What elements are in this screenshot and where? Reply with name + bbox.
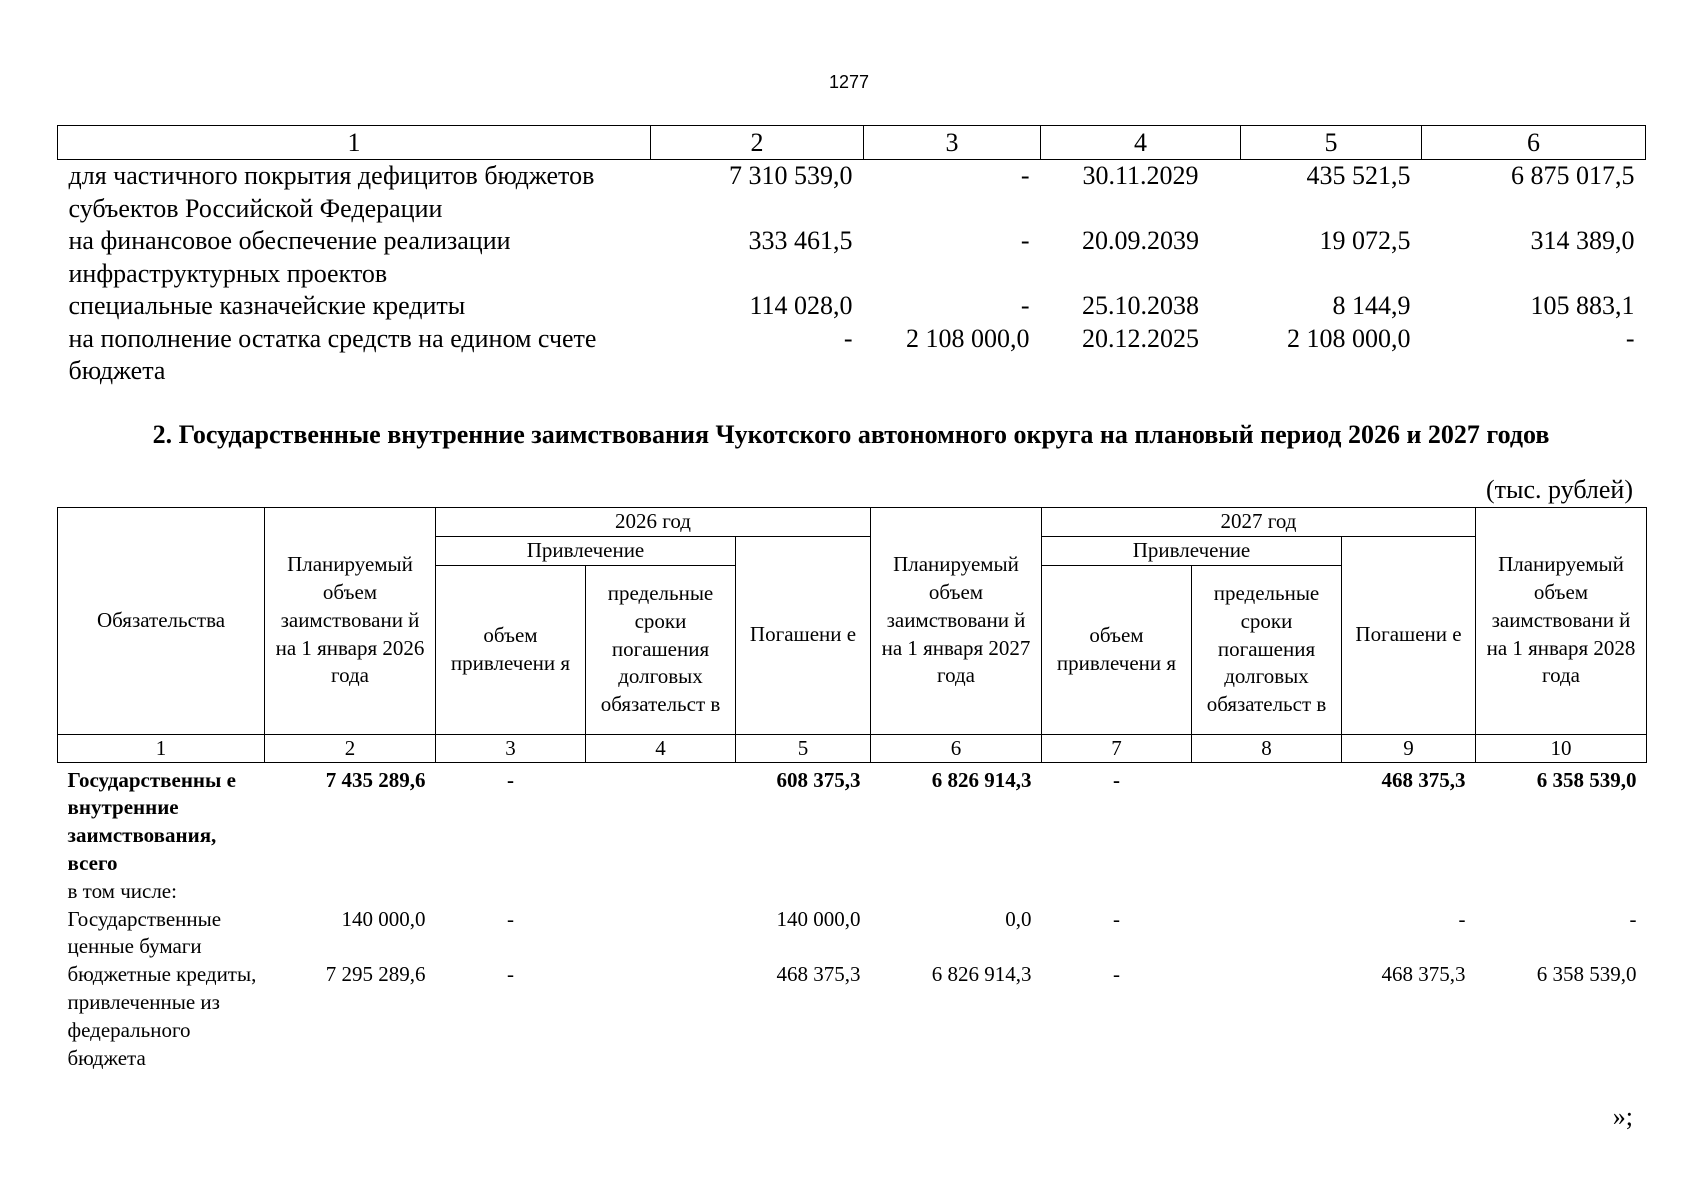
row-label: в том числе: — [67, 878, 177, 903]
header-repayment-2027: Погашени е — [1342, 536, 1476, 734]
cell-value: 8 144,9 — [1332, 291, 1411, 320]
column-index: 4 — [1041, 126, 1241, 160]
cell-value: - — [1113, 962, 1120, 987]
cell-value: 140 000,0 — [341, 906, 426, 931]
row-label: бюджетные кредиты, привлеченные из федерального бюджета — [67, 962, 257, 1070]
header-attraction-2027: Привлечение — [1042, 536, 1342, 565]
cell-value: 6 358 539,0 — [1536, 767, 1637, 792]
column-index: 10 — [1476, 734, 1647, 762]
borrowings-table-2026-2027 — [57, 507, 1647, 1072]
column-index-row — [58, 126, 1646, 160]
cell-value: - — [1113, 906, 1120, 931]
column-index: 2 — [265, 734, 436, 762]
column-index: 3 — [436, 734, 586, 762]
header-year-2026: 2026 год — [436, 508, 871, 537]
cell-value: 468 375,3 — [1381, 962, 1466, 987]
cell-value: - — [1625, 323, 1635, 353]
page-number: 1277 — [828, 72, 870, 92]
cell-value: - — [843, 323, 853, 353]
header-planned-2028: Планируемый объем заимствовани й на 1 января 2028 года — [1476, 508, 1647, 735]
cell-value — [586, 906, 736, 962]
header-attraction-2026: Привлечение — [436, 536, 736, 565]
table-row — [58, 160, 1646, 226]
table-row-total — [58, 762, 1647, 878]
header-volume-2027: объем привлечени я — [1042, 565, 1192, 734]
cell-value — [1192, 762, 1342, 878]
column-index: 2 — [651, 126, 864, 160]
column-index: 8 — [1192, 734, 1342, 762]
closing-quote: »; — [1612, 1102, 1633, 1131]
column-index: 4 — [586, 734, 736, 762]
borrowings-table-continuation — [57, 125, 1646, 388]
column-index: 6 — [871, 734, 1042, 762]
header-planned-2027: Планируемый объем заимствовани й на 1 января 2027 года — [871, 508, 1042, 735]
cell-value: - — [1629, 906, 1637, 931]
cell-value: 7 295 289,6 — [325, 962, 426, 987]
column-index-row — [58, 734, 1647, 762]
units-label: (тыс. рублей) — [1485, 475, 1633, 504]
cell-value: - — [1113, 767, 1120, 792]
cell-value: 105 883,1 — [1530, 291, 1635, 320]
cell-value: 6 358 539,0 — [1536, 962, 1637, 987]
cell-value: 314 389,0 — [1530, 226, 1635, 255]
cell-value: 7 310 539,0 — [729, 161, 853, 190]
cell-value: 435 521,5 — [1306, 161, 1411, 190]
cell-value — [1192, 906, 1342, 962]
cell-value: - — [1020, 226, 1030, 255]
header-planned-2026: Планируемый объем заимствовани й на 1 января 2026 года — [265, 508, 436, 735]
cell-value: 7 435 289,6 — [325, 767, 426, 792]
column-index: 7 — [1042, 734, 1192, 762]
cell-value: 6 826 914,3 — [931, 962, 1032, 987]
cell-value — [1192, 961, 1342, 1072]
cell-value: 2 108 000,0 — [906, 323, 1030, 353]
cell-value: 140 000,0 — [776, 906, 861, 931]
section-title: 2. Государственные внутренние заимствования Чукотского автономного округа на плановый период 2026 и 2027 годов — [152, 420, 1550, 449]
cell-date: 25.10.2038 — [1082, 291, 1199, 320]
column-index: 1 — [58, 734, 265, 762]
table-row — [58, 323, 1646, 388]
cell-value: 6 875 017,5 — [1511, 161, 1635, 190]
cell-value: 114 028,0 — [749, 291, 853, 320]
cell-value: 0,0 — [1005, 906, 1032, 931]
cell-value: - — [507, 962, 514, 987]
cell-date: 20.09.2039 — [1082, 226, 1199, 255]
header-terms-2027: предельные сроки погашения долговых обязательст в — [1192, 565, 1342, 734]
row-label: Государственны е внутренние заимствования, всего — [67, 767, 237, 875]
table-row — [58, 878, 1647, 906]
column-index: 9 — [1342, 734, 1476, 762]
row-label: Государственные ценные бумаги — [67, 906, 222, 959]
cell-value: 6 826 914,3 — [931, 767, 1032, 792]
cell-value — [586, 762, 736, 878]
cell-value — [586, 961, 736, 1072]
header-terms-2026: предельные сроки погашения долговых обязательст в — [586, 565, 736, 734]
header-repayment-2026: Погашени е — [736, 536, 871, 734]
cell-value: 19 072,5 — [1319, 226, 1411, 255]
cell-value: 2 108 000,0 — [1287, 323, 1411, 353]
cell-value: - — [1458, 906, 1466, 931]
column-index: 1 — [58, 126, 651, 160]
cell-date: 30.11.2029 — [1082, 161, 1199, 190]
cell-value: 468 375,3 — [776, 962, 861, 987]
row-label: на пополнение остатка средств на едином счете бюджета — [68, 323, 597, 385]
column-index: 6 — [1422, 126, 1646, 160]
column-index: 5 — [736, 734, 871, 762]
header-year-2027: 2027 год — [1042, 508, 1476, 537]
cell-value: 468 375,3 — [1381, 767, 1466, 792]
row-label: специальные казначейские кредиты — [68, 291, 466, 320]
table-row — [58, 906, 1647, 962]
cell-date: 20.12.2025 — [1082, 323, 1199, 353]
cell-value: 333 461,5 — [748, 226, 853, 255]
row-label: на финансовое обеспечение реализации инфраструктурных проектов — [68, 226, 511, 288]
row-label: для частичного покрытия дефицитов бюджетов субъектов Российской Федерации — [68, 161, 595, 223]
cell-value: - — [1020, 291, 1030, 320]
header-obligations: Обязательства — [58, 508, 265, 735]
cell-value: 608 375,3 — [776, 767, 861, 792]
column-index: 5 — [1241, 126, 1422, 160]
table-row — [58, 225, 1646, 290]
table-row — [58, 290, 1646, 323]
table-row — [58, 961, 1647, 1072]
cell-value: - — [507, 767, 514, 792]
cell-value: - — [507, 906, 514, 931]
header-volume-2026: объем привлечени я — [436, 565, 586, 734]
column-index: 3 — [864, 126, 1041, 160]
cell-value: - — [1020, 161, 1030, 190]
